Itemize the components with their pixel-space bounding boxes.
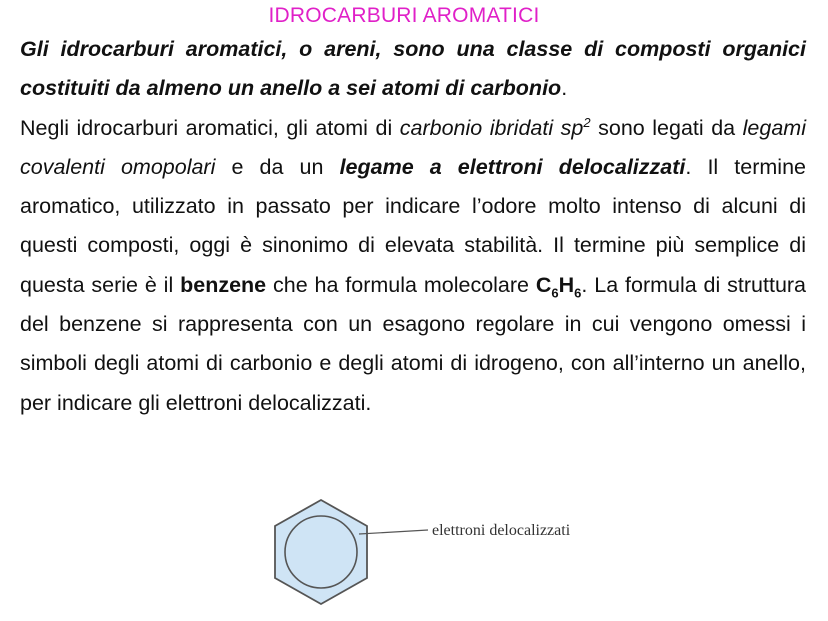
delocalized-electrons-label: elettroni delocalizzati <box>432 522 571 539</box>
label-leader-line <box>359 530 428 534</box>
intro-period: . <box>561 76 568 101</box>
sp-superscript: 2 <box>583 114 591 130</box>
legame-term: legame a elettroni delocalizzati <box>339 154 686 179</box>
body-text-3: e da un <box>215 154 340 179</box>
body-text-6: . La formula di struttura del benzene si rappresenta con un esagono regolare in cui vengono omessi i simboli degli atomi di carbonio e degli atomi di idrogeno, con all’interno un anello, per indicare gli elettroni delocalizzati. <box>20 272 807 415</box>
body-text-5: che ha formula molecolare <box>266 272 536 297</box>
legami-term: legami covalenti omopolari <box>20 115 806 179</box>
body-text-2: sono legati da <box>590 115 743 140</box>
molecular-formula <box>535 272 582 301</box>
formula-c-sub: 6 <box>551 285 559 301</box>
formula-h-sub: 6 <box>574 285 582 301</box>
carbonio-term <box>400 116 591 140</box>
benzene-diagram <box>270 496 670 608</box>
slide-text <box>20 30 806 423</box>
carbonio-text: carbonio ibridati sp <box>399 115 584 140</box>
body-text-4: . Il termine aromatico, utilizzato in passato per indicare l’odore molto intenso di alcuni di questi composti, oggi è sinonimo di elevata stabilità. Il termine più semplice di questa serie è il <box>20 154 806 297</box>
slide-title: IDROCARBURI AROMATICI <box>268 4 540 27</box>
body-text-1: Negli idrocarburi aromatici, gli atomi di <box>20 115 400 140</box>
formula-h: H <box>558 272 575 297</box>
intro-definition: Gli idrocarburi aromatici, o areni, sono una classe di composti organici costituiti da almeno un anello a sei atomi di carbonio <box>20 37 806 101</box>
body-paragraph <box>20 109 806 423</box>
intro-paragraph <box>20 30 806 109</box>
formula-c: C <box>535 272 552 297</box>
benzene-term: benzene <box>180 272 267 297</box>
